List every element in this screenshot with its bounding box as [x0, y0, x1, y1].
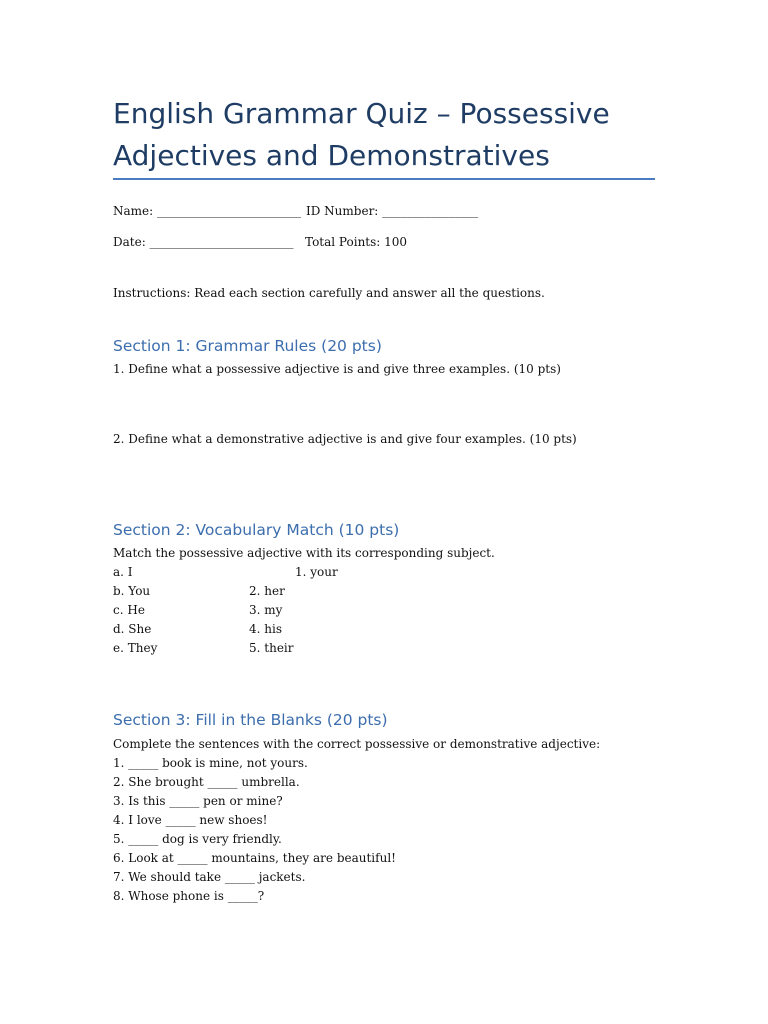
id-number-field-label: ID Number: ________________ — [306, 204, 479, 218]
section-2-heading: Section 2: Vocabulary Match (10 pts) — [113, 521, 400, 539]
fill-blank-item: 5. _____ dog is very friendly. — [113, 832, 282, 846]
fill-blank-item: 4. I love _____ new shoes! — [113, 813, 268, 827]
date-field-label: Date: ________________________ — [113, 235, 294, 249]
match-subject: c. He — [113, 603, 145, 617]
section-1-question-2: 2. Define what a demonstrative adjective is and give four examples. (10 pts) — [113, 432, 577, 446]
match-adjective: 2. her — [249, 584, 285, 598]
match-subject: e. They — [113, 641, 158, 655]
instructions-text: Instructions: Read each section carefully and answer all the questions. — [113, 286, 545, 300]
fill-blank-item: 7. We should take _____ jackets. — [113, 870, 306, 884]
section-3-intro: Complete the sentences with the correct possessive or demonstrative adjective: — [113, 737, 601, 751]
section-1-question-1: 1. Define what a possessive adjective is and give three examples. (10 pts) — [113, 362, 561, 376]
section-1-heading: Section 1: Grammar Rules (20 pts) — [113, 337, 382, 355]
match-adjective: 1. your — [295, 565, 338, 579]
title-underline — [113, 178, 655, 180]
match-adjective: 5. their — [249, 641, 294, 655]
match-subject: a. I — [113, 565, 133, 579]
fill-blank-item: 2. She brought _____ umbrella. — [113, 775, 300, 789]
total-points-label: Total Points: 100 — [305, 235, 408, 249]
fill-blank-item: 3. Is this _____ pen or mine? — [113, 794, 283, 808]
match-subject: d. She — [113, 622, 152, 636]
fill-blank-item: 6. Look at _____ mountains, they are beautiful! — [113, 851, 396, 865]
document-title: English Grammar Quiz – Possessive Adjectives and Demonstratives — [113, 97, 610, 172]
match-adjective: 4. his — [249, 622, 282, 636]
section-2-intro: Match the possessive adjective with its corresponding subject. — [113, 546, 495, 560]
fill-blank-item: 8. Whose phone is _____? — [113, 889, 265, 903]
fill-blank-item: 1. _____ book is mine, not yours. — [113, 756, 308, 770]
match-subject: b. You — [113, 584, 151, 598]
section-3-heading: Section 3: Fill in the Blanks (20 pts) — [113, 711, 388, 729]
name-field-label: Name: ________________________ — [113, 204, 301, 218]
match-adjective: 3. my — [249, 603, 283, 617]
